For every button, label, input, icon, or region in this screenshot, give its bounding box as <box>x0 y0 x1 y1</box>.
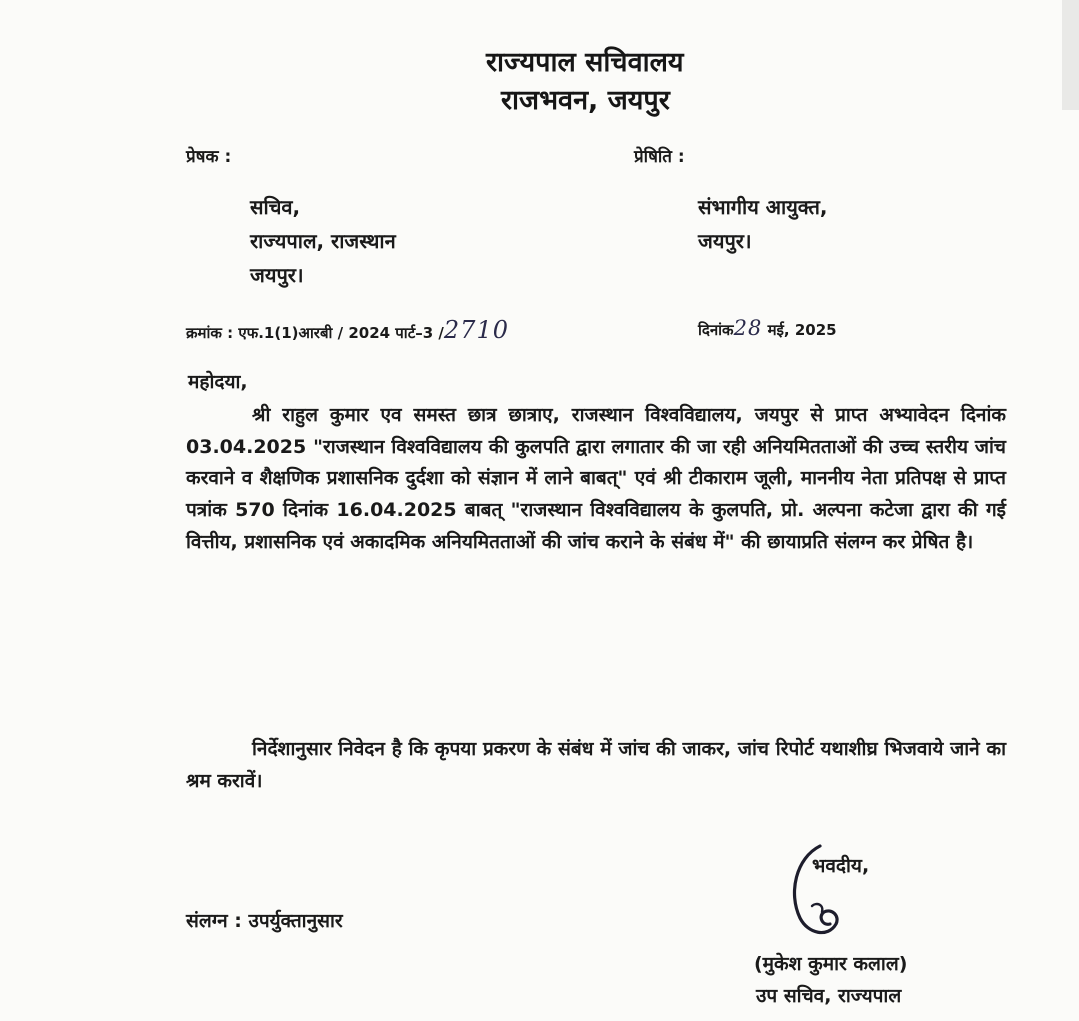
reference-number-printed: क्रमांक : एफ.1(1)आरबी / 2024 पार्ट–3 / <box>186 324 444 342</box>
reference-number <box>186 316 509 344</box>
date-suffix: मई, 2025 <box>767 321 837 339</box>
sender-label: प्रेषक : <box>186 147 232 167</box>
sender-address <box>250 190 396 292</box>
closing: भवदीय, <box>812 855 870 877</box>
signatory-name: (मुकेश कुमार कलाल) <box>754 953 908 975</box>
scan-edge-mark <box>1062 0 1079 110</box>
office-title: राज्यपाल सचिवालय <box>486 47 684 78</box>
salutation: महोदया, <box>188 371 248 393</box>
letter-date <box>698 316 837 340</box>
reference-number-handwritten: 2710 <box>443 316 509 344</box>
date-prefix: दिनांक <box>698 321 734 339</box>
recipient-label: प्रेषिति : <box>634 147 685 167</box>
recipient-address <box>698 190 828 258</box>
date-day-handwritten: 28 <box>733 316 763 340</box>
office-location: राजभवन, जयपुर <box>501 85 670 116</box>
recipient-line: संभागीय आयुक्त, <box>698 195 828 219</box>
sender-line: सचिव, <box>250 195 301 219</box>
body-paragraph: निर्देशानुसार निवेदन है कि कृपया प्रकरण के संबंध में जांच की जाकर, जांच रिपोर्ट यथाशीघ्र भिजवाये जाने का श्रम करावें। <box>186 738 1006 792</box>
recipient-line: जयपुर। <box>698 229 752 253</box>
sender-line: राज्यपाल, राजस्थान <box>250 229 396 253</box>
body-paragraph: श्री राहुल कुमार एव समस्त छात्र छात्राए, राजस्थान विश्वविद्यालय, जयपुर से प्राप्त अभ्यावेदन दिनांक 03.04.2025 "राजस्थान विश्वविद्यालय की कुलपति द्वारा लगातार की जा रही अनियमितताओं की उच्च स्तरीय जांच करवाने व शैक्षणिक प्रशासनिक दुर्दशा को संज्ञान में लाने बाबत्" एवं श्री टीकाराम जूली, माननीय नेता प्रतिपक्ष से प्राप्त पत्रांक 570 दिनांक 16.04.2025 बाबत् "राजस्थान विश्वविद्यालय के कुलपति, प्रो. अल्पना कटेजा द्वारा की गई वित्तीय, प्रशासनिक एवं अकादमिक अनियमितताओं की जांच कराने के संबंध में" की छायाप्रति संलग्न कर प्रेषित है। <box>186 404 1006 553</box>
signatory-designation: उप सचिव, राज्यपाल <box>756 985 902 1007</box>
sender-line: जयपुर। <box>250 263 304 287</box>
attachment-note: संलग्न : उपर्युक्तानुसार <box>186 910 343 932</box>
